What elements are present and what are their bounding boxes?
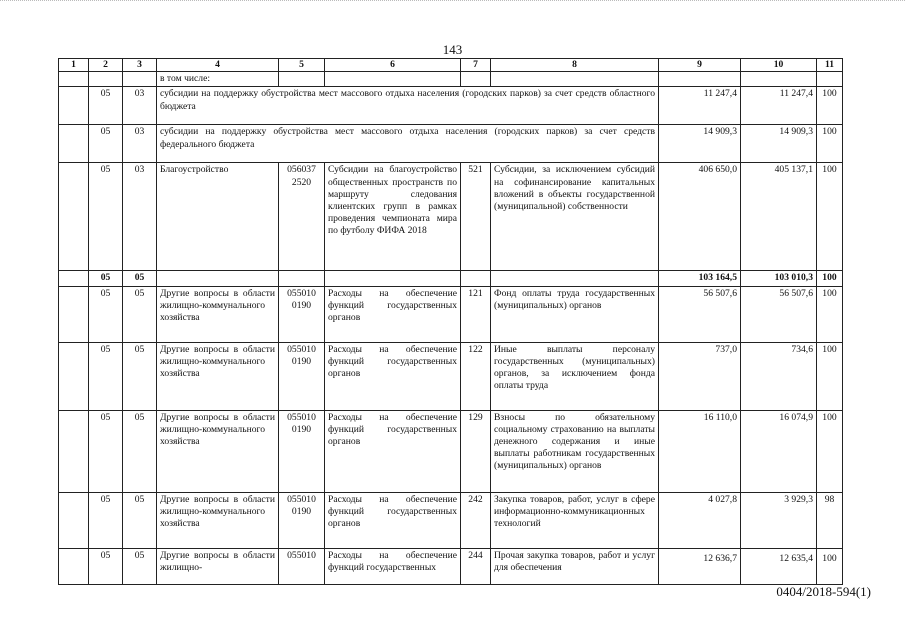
cell-expense-name: Субсидии, за исключением субсидий на софинансирование капитальных вложений в объекты государственной (муниципальной) собственности (491, 163, 659, 271)
cell-section: 05 (89, 125, 123, 163)
cell-target-code: 055010 0190 (279, 342, 325, 410)
cell-actual: 56 507,6 (741, 286, 817, 342)
cell-actual: 734,6 (741, 342, 817, 410)
cell-section: 05 (89, 271, 123, 286)
cell-subsection: 05 (123, 286, 157, 342)
cell-subsection: 03 (123, 87, 157, 125)
cell-empty (157, 271, 279, 286)
cell-empty (59, 72, 89, 87)
cell-expense-type: 121 (461, 286, 491, 342)
cell-subsection: 05 (123, 548, 157, 584)
cell-description: субсидии на поддержку обустройства мест массового отдыха населения (городских парков) за счет средств областного бюджета (157, 87, 659, 125)
cell-expense-name: Фонд оплаты труда государственных (муниципальных) органов (491, 286, 659, 342)
cell-plan: 16 110,0 (659, 410, 741, 492)
cell-subsection: 05 (123, 410, 157, 492)
document-code: 0404/2018-594(1) (776, 584, 871, 599)
column-header: 6 (325, 59, 461, 72)
cell-target-code: 055010 0190 (279, 410, 325, 492)
cell-section-name: Другие вопросы в области жилищно- (157, 548, 279, 584)
cell-percent: 100 (817, 342, 843, 410)
cell-empty (491, 72, 659, 87)
cell-section: 05 (89, 492, 123, 548)
cell-target-name: Расходы на обеспечение функций государственных органов (325, 342, 461, 410)
cell-plan: 12 636,7 (659, 548, 741, 584)
cell-section: 05 (89, 548, 123, 584)
cell-empty (741, 72, 817, 87)
cell-subsection: 03 (123, 163, 157, 271)
table-row (59, 342, 843, 410)
cell-subsection: 05 (123, 342, 157, 410)
cell-target-code: 055010 (279, 548, 325, 584)
cell-section: 05 (89, 87, 123, 125)
cell-description: субсидии на поддержку обустройства мест массового отдыха населения (городских парков) за счет средств федерального бюджета (157, 125, 659, 163)
column-header: 3 (123, 59, 157, 72)
cell-expense-type: 244 (461, 548, 491, 584)
cell-empty (59, 125, 89, 163)
cell-section: 05 (89, 286, 123, 342)
cell-percent: 100 (817, 125, 843, 163)
column-header: 10 (741, 59, 817, 72)
cell-section: 05 (89, 163, 123, 271)
cell-percent: 100 (817, 163, 843, 271)
column-header: 9 (659, 59, 741, 72)
cell-empty (59, 548, 89, 584)
cell-expense-type: 122 (461, 342, 491, 410)
cell-target-code: 056037 2520 (279, 163, 325, 271)
table-row (59, 163, 843, 271)
cell-subsection: 05 (123, 271, 157, 286)
cell-target-name: Расходы на обеспечение функций государственных органов (325, 286, 461, 342)
cell-actual: 14 909,3 (741, 125, 817, 163)
cell-actual: 405 137,1 (741, 163, 817, 271)
cell-actual: 11 247,4 (741, 87, 817, 125)
cell-empty (325, 72, 461, 87)
cell-section-name: Другие вопросы в области жилищно-коммунального хозяйства (157, 492, 279, 548)
column-header: 5 (279, 59, 325, 72)
cell-target-code: 055010 0190 (279, 492, 325, 548)
cell-percent: 100 (817, 286, 843, 342)
cell-plan: 11 247,4 (659, 87, 741, 125)
cell-percent: 100 (817, 548, 843, 584)
cell-expense-type: 242 (461, 492, 491, 548)
cell-expense-name: Взносы по обязательному социальному страхованию на выплаты денежного содержания и иные выплаты работникам государственных (муниципальных) органов (491, 410, 659, 492)
cell-section-name: в том числе: (157, 72, 279, 87)
cell-empty (59, 286, 89, 342)
cell-section: 05 (89, 342, 123, 410)
column-header: 7 (461, 59, 491, 72)
cell-expense-type: 129 (461, 410, 491, 492)
cell-plan: 103 164,5 (659, 271, 741, 286)
budget-table (58, 58, 843, 585)
cell-percent: 100 (817, 87, 843, 125)
column-number-row (59, 59, 843, 72)
cell-empty (59, 410, 89, 492)
cell-target-code: 055010 0190 (279, 286, 325, 342)
column-header: 8 (491, 59, 659, 72)
cell-empty (817, 72, 843, 87)
cell-plan: 406 650,0 (659, 163, 741, 271)
cell-target-name: Субсидии на благоустройство общественных пространств по маршруту следования клиентских групп в рамках проведения чемпионата мира по футболу ФИФА 2018 (325, 163, 461, 271)
cell-plan: 14 909,3 (659, 125, 741, 163)
cell-percent: 100 (817, 410, 843, 492)
table-row (59, 286, 843, 342)
cell-expense-name: Прочая закупка товаров, работ и услуг для обеспечения (491, 548, 659, 584)
cell-expense-name: Иные выплаты персоналу государственных (муниципальных) органов, за исключением фонда оплаты труда (491, 342, 659, 410)
cell-empty (59, 271, 89, 286)
cell-empty (279, 72, 325, 87)
table-row (59, 271, 843, 286)
cell-subsection: 03 (123, 125, 157, 163)
cell-empty (325, 271, 461, 286)
column-header: 1 (59, 59, 89, 72)
cell-percent: 98 (817, 492, 843, 548)
cell-actual: 3 929,3 (741, 492, 817, 548)
column-header: 11 (817, 59, 843, 72)
cell-target-name: Расходы на обеспечение функций государственных органов (325, 410, 461, 492)
cell-actual: 103 010,3 (741, 271, 817, 286)
cell-plan: 56 507,6 (659, 286, 741, 342)
cell-actual: 16 074,9 (741, 410, 817, 492)
cell-section-name: Благоустройство (157, 163, 279, 271)
table-row (59, 72, 843, 87)
cell-actual: 12 635,4 (741, 548, 817, 584)
cell-empty (89, 72, 123, 87)
cell-empty (461, 271, 491, 286)
cell-section-name: Другие вопросы в области жилищно-коммунального хозяйства (157, 286, 279, 342)
cell-target-name: Расходы на обеспечение функций государственных (325, 548, 461, 584)
column-header: 4 (157, 59, 279, 72)
column-header: 2 (89, 59, 123, 72)
table-row (59, 125, 843, 163)
cell-plan: 737,0 (659, 342, 741, 410)
cell-empty (59, 492, 89, 548)
cell-expense-name: Закупка товаров, работ, услуг в сфере информационно-коммуникационных технологий (491, 492, 659, 548)
cell-empty (123, 72, 157, 87)
cell-plan: 4 027,8 (659, 492, 741, 548)
table-row (59, 410, 843, 492)
cell-empty (491, 271, 659, 286)
cell-empty (461, 72, 491, 87)
table-row (59, 87, 843, 125)
cell-empty (279, 271, 325, 286)
cell-section-name: Другие вопросы в области жилищно-коммунального хозяйства (157, 410, 279, 492)
cell-subsection: 05 (123, 492, 157, 548)
cell-empty (659, 72, 741, 87)
cell-section: 05 (89, 410, 123, 492)
page-number: 143 (442, 42, 463, 57)
table-row (59, 548, 843, 584)
cell-target-name: Расходы на обеспечение функций государственных органов (325, 492, 461, 548)
cell-empty (59, 87, 89, 125)
cell-empty (59, 342, 89, 410)
cell-empty (59, 163, 89, 271)
table-row (59, 492, 843, 548)
cell-expense-type: 521 (461, 163, 491, 271)
scan-edge (0, 0, 905, 5)
cell-section-name: Другие вопросы в области жилищно-коммунального хозяйства (157, 342, 279, 410)
cell-percent: 100 (817, 271, 843, 286)
